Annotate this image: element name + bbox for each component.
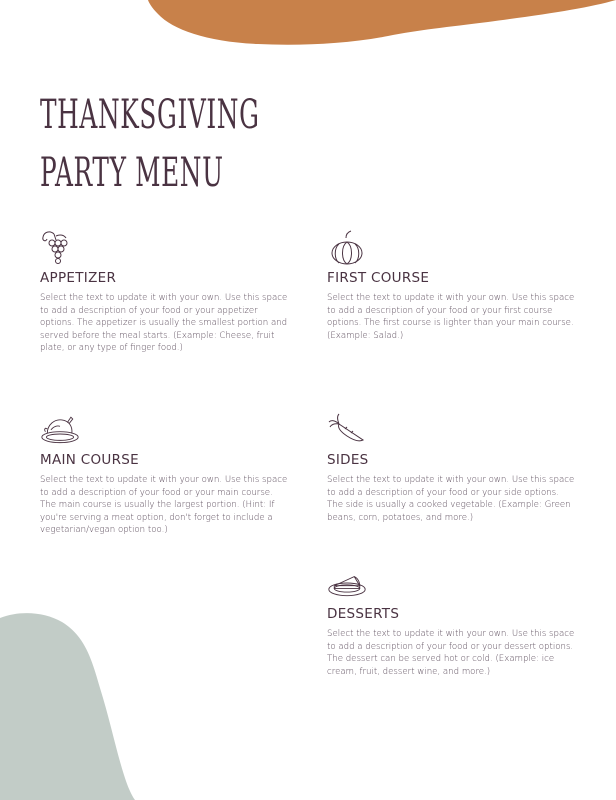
carrot-icon (327, 410, 367, 448)
roast-turkey-icon (40, 410, 80, 448)
appetizer-heading: APPETIZER (40, 270, 117, 286)
first-course-heading: FIRST COURSE (327, 270, 430, 286)
first-course-description: Select the text to update it with your own. Use this space to add a description of your food or your first course options. The first course is lighter than your main course. (Example: Salad.) (327, 293, 575, 341)
sides-description: Select the text to update it with your own. Use this space to add a description of your food or your side options. The side is usually a cooked vegetable. (Example: Green beans, corn, potatoes, and more.) (327, 475, 575, 523)
main-course-description: Select the text to update it with your own. Use this space to add a description of your food or your main course. The main course is usually the largest portion. (Hint: If you're serving a meat option, don't forget to include a vegetarian/vegan option too.) (40, 475, 288, 536)
pumpkin-icon (327, 228, 367, 266)
main-course-heading: MAIN COURSE (40, 452, 139, 468)
section-sides (327, 410, 577, 524)
section-appetizer (40, 228, 290, 355)
page-title (40, 86, 260, 202)
pie-slice-icon (327, 564, 367, 602)
title-line-1: THANKSGIVING (40, 92, 260, 138)
sides-heading: SIDES (327, 452, 369, 468)
title-line-2: PARTY MENU (40, 150, 224, 196)
sage-blob-decoration (0, 610, 135, 800)
appetizer-description: Select the text to update it with your own. Use this space to add a description of your food or your appetizer options. The appetizer is usually the smallest portion and served before the meal starts. (Example: Cheese, fruit plate, or any type of finger food.) (40, 293, 288, 354)
section-main-course (40, 410, 290, 537)
desserts-description: Select the text to update it with your own. Use this space to add a description of your food or your dessert options. The dessert can be served hot or cold. (Example: ice cream, fruit, dessert wine, and more.) (327, 629, 575, 677)
section-first-course (327, 228, 577, 342)
section-desserts (327, 564, 577, 678)
desserts-heading: DESSERTS (327, 606, 400, 622)
orange-blob-decoration (148, 0, 616, 46)
grapes-icon (40, 228, 80, 266)
